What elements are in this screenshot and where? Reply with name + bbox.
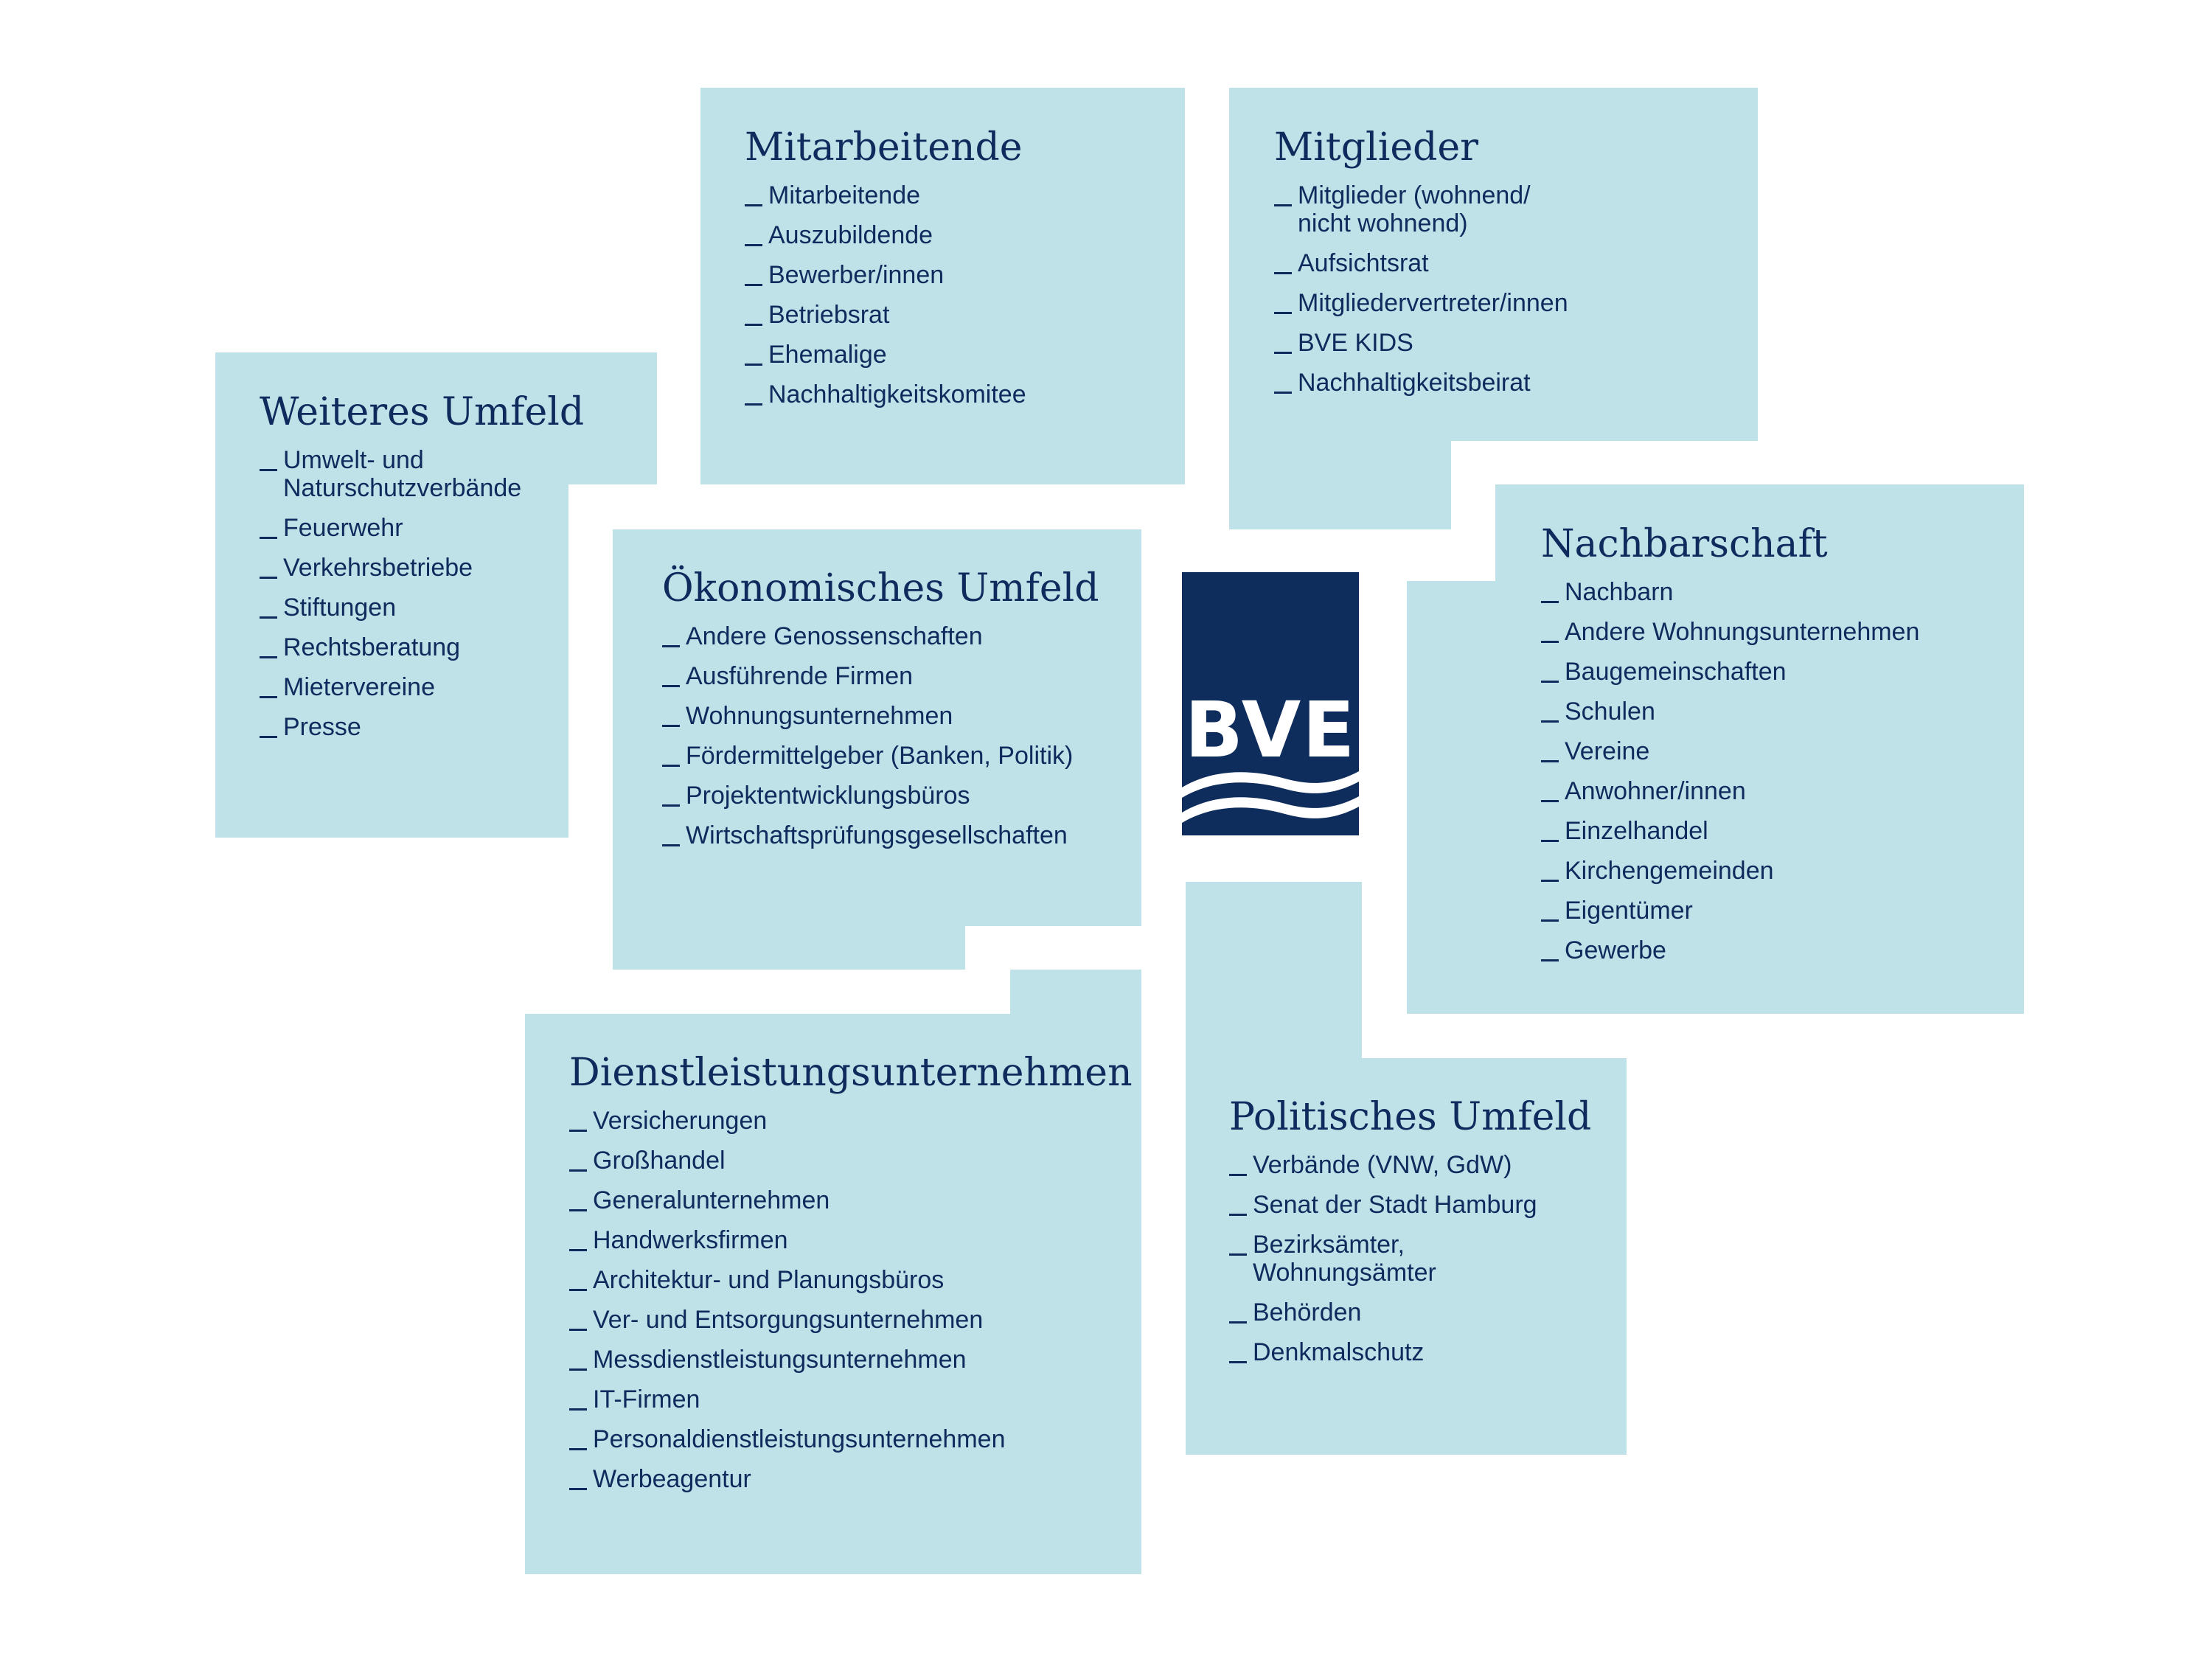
item-list	[662, 622, 1099, 849]
logo-text: BVE	[1184, 685, 1357, 775]
list-item: Messdienstleistungsunternehmen	[569, 1346, 1133, 1374]
box-dienstleistungsunternehmen	[569, 1049, 1133, 1505]
item-list	[569, 1107, 1133, 1493]
bve-logo	[1182, 572, 1359, 835]
list-item: Mitglieder (wohnend/ nicht wohnend)	[1274, 181, 1568, 237]
list-item: Anwohner/innen	[1541, 777, 1919, 805]
box-title: Ökonomisches Umfeld	[662, 566, 1099, 611]
box-politisches-umfeld	[1229, 1093, 1591, 1378]
box-title: Mitglieder	[1274, 125, 1479, 170]
list-item: Ver- und Entsorgungsunternehmen	[569, 1306, 1133, 1334]
list-item: Rechtsberatung	[260, 633, 584, 661]
box-mitglieder	[1274, 124, 1568, 408]
list-item: Generalunternehmen	[569, 1186, 1133, 1214]
list-item: IT-Firmen	[569, 1385, 1133, 1413]
list-item: Gewerbe	[1541, 936, 1919, 964]
list-item: Ehemalige	[745, 341, 1026, 369]
item-list	[1229, 1151, 1591, 1366]
list-item: Einzelhandel	[1541, 817, 1919, 845]
list-item: Mietervereine	[260, 673, 584, 701]
list-item: Nachhaltigkeitsbeirat	[1274, 369, 1568, 397]
list-item: Baugemeinschaften	[1541, 658, 1919, 686]
box-title: Politisches Umfeld	[1229, 1095, 1592, 1139]
item-list	[260, 446, 584, 741]
list-item: Ausführende Firmen	[662, 662, 1099, 690]
list-item: Projektentwicklungsbüros	[662, 782, 1099, 810]
list-item: Auszubildende	[745, 221, 1026, 249]
list-item: Werbeagentur	[569, 1465, 1133, 1493]
list-item: Wirtschaftsprüfungsgesellschaften	[662, 821, 1099, 849]
list-item: Bezirksämter, Wohnungsämter	[1229, 1231, 1591, 1287]
box-title: Nachbarschaft	[1541, 522, 1828, 566]
box-title: Dienstleistungsunternehmen	[569, 1051, 1133, 1095]
list-item: Presse	[260, 713, 584, 741]
list-item: Senat der Stadt Hamburg	[1229, 1191, 1591, 1219]
list-item: Versicherungen	[569, 1107, 1133, 1135]
box-mitarbeitende	[745, 124, 1026, 420]
list-item: Wohnungsunternehmen	[662, 702, 1099, 730]
item-list	[1274, 181, 1568, 397]
list-item: Betriebsrat	[745, 301, 1026, 329]
list-item: Andere Wohnungsunternehmen	[1541, 618, 1919, 646]
box-title: Weiteres Umfeld	[260, 390, 585, 434]
list-item: Eigentümer	[1541, 897, 1919, 925]
item-list	[745, 181, 1026, 408]
list-item: Nachhaltigkeitskomitee	[745, 380, 1026, 408]
list-item: Andere Genossenschaften	[662, 622, 1099, 650]
list-item: Vereine	[1541, 737, 1919, 765]
box-weiteres-umfeld	[260, 389, 584, 753]
box-nachbarschaft	[1541, 521, 1919, 976]
list-item: Handwerksfirmen	[569, 1226, 1133, 1254]
list-item: BVE KIDS	[1274, 329, 1568, 357]
list-item: Nachbarn	[1541, 578, 1919, 606]
list-item: Bewerber/innen	[745, 261, 1026, 289]
list-item: Verbände (VNW, GdW)	[1229, 1151, 1591, 1179]
list-item: Verkehrsbetriebe	[260, 554, 584, 582]
list-item: Fördermittelgeber (Banken, Politik)	[662, 742, 1099, 770]
list-item: Denkmalschutz	[1229, 1338, 1591, 1366]
list-item: Stiftungen	[260, 594, 584, 622]
list-item: Umwelt- und Naturschutzverbände	[260, 446, 584, 502]
list-item: Behörden	[1229, 1298, 1591, 1326]
list-item: Personaldienstleistungsunternehmen	[569, 1425, 1133, 1453]
box-title: Mitarbeitende	[745, 125, 1023, 170]
list-item: Feuerwehr	[260, 514, 584, 542]
list-item: Kirchengemeinden	[1541, 857, 1919, 885]
box-oekonomisches-umfeld	[662, 565, 1099, 861]
list-item: Mitgliedervertreter/innen	[1274, 289, 1568, 317]
list-item: Schulen	[1541, 698, 1919, 726]
item-list	[1541, 578, 1919, 964]
list-item: Großhandel	[569, 1147, 1133, 1175]
list-item: Mitarbeitende	[745, 181, 1026, 209]
list-item: Architektur- und Planungsbüros	[569, 1266, 1133, 1294]
list-item: Aufsichtsrat	[1274, 249, 1568, 277]
